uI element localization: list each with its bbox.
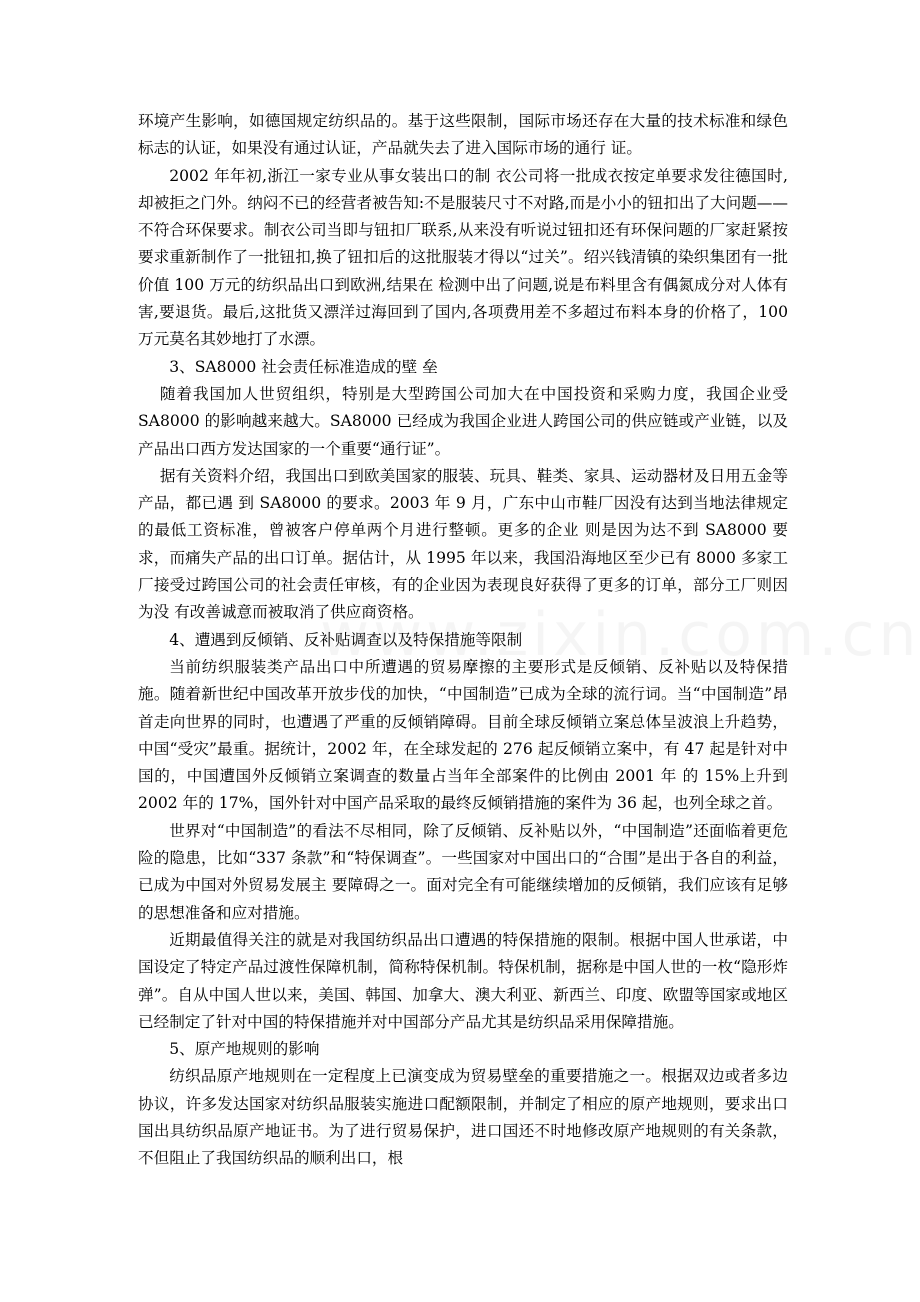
section-heading-antidumping: 4、遭遇到反倾销、反补贴调查以及特保措施等限制	[169, 630, 523, 649]
paragraph-made-in-china: 世界对“中国制造”的看法不尽相同，除了反倾销、反补贴以外，“中国制造”还面临着更危险的隐患，比如“337 条款”和“特保调查”。一些国家对中国出口的“合围”是出于各自的利益，已成为中国对外贸易发展主 要障碍之一。面对完全有可能继续增加的反倾销，我们应该有足够的思想准备和应对措施。	[138, 821, 788, 922]
paragraph-sa8000-cases: 据有关资料介绍，我国出口到欧美国家的服装、玩具、鞋类、家具、运动器材及日用五金等产品，都已遇 到 SA8000 的要求。2003 年 9 月，广东中山市鞋厂因没有达到当地法律规定的最低工资标准，曾被客户停单两个月进行整顿。更多的企业 则是因为达不到 SA8000 要求，而痛失产品的出口订单。据估计，从 1995 年以来，我国沿海地区至少已有 8000 多家工厂接受过跨国公司的社会责任审核，有的企业因为表现良好获得了更多的订单，部分工厂则因为没 有改善诚意而被取消了供应商资格。	[138, 466, 788, 622]
section-heading-sa8000: 3、SA8000 社会责任标准造成的壁 垒	[169, 357, 438, 376]
paragraph-sa8000-impact: 随着我国加人世贸组织，特别是大型跨国公司加大在中国投资和采购力度，我国企业受 SA8000 的影响越来越大。SA8000 已经成为我国企业进人跨国公司的供应链或产业链，以及产品出口西方发达国家的一个重要“通行证”。	[138, 384, 788, 458]
paragraph-special-safeguard: 近期最值得关注的就是对我国纺织品出口遭遇的特保措施的限制。根据中国人世承诺，中国设定了特定产品过渡性保障机制，简称特保机制。特保机制，据称是中国人世的一枚“隐形炸弹”。自从中国人世以来，美国、韩国、加拿大、澳大利亚、新西兰、印度、欧盟等国家或地区已经制定了针对中国的特保措施并对中国部分产品尤其是纺织品采用保障措施。	[138, 930, 788, 1031]
paragraph-antidumping-stats: 当前纺织服装类产品出口中所遭遇的贸易摩擦的主要形式是反倾销、反补贴以及特保措施。随着新世纪中国改革开放步伐的加快，“中国制造”已成为全球的流行词。当“中国制造”昂首走向世界的同时，也遭遇了严重的反倾销障碍。目前全球反倾销立案总体呈波浪上升趋势，中国“受灾”最重。据统计，2002 年，在全球发起的 276 起反倾销立案中，有 47 起是针对中国的，中国遭国外反倾销立案调查的数量占当年全部案件的比例由 2001 年 的 15%上升到 2002 年的 17%，国外针对中国产品采取的最终反倾销措施的案件为 36 起，也列全球之首。	[138, 657, 788, 813]
paragraph-rules-of-origin: 纺织品原产地规则在一定程度上已演变成为贸易壁垒的重要措施之一。根据双边或者多边协议，许多发达国家对纺织品服装实施进口配额限制，并制定了相应的原产地规则，要求出口国出具纺织品原产地证书。为了进行贸易保护，进口国还不时地修改原产地规则的有关条款，不但阻止了我国纺织品的顺利出口，根	[138, 1067, 788, 1168]
paragraph-zhejiang-case: 2002 年年初,浙江一家专业从事女装出口的制 衣公司将一批成衣按定单要求发往德国时,却被拒之门外。纳闷不已的经营者被告知:不是服装尺寸不对路,而是小小的钮扣出了大问题——不符合环保要求。制衣公司当即与钮扣厂联系,从来没有听说过钮扣还有环保问题的厂家赶紧按要求重新制作了一批钮扣,换了钮扣后的这批服装才得以“过关”。绍兴钱清镇的染织集团有一批价值 100 万元的纺织品出口到欧洲,结果在 检测中出了问题,说是布料里含有偶氮成分对人体有害,要退货。最后,这批货又漂洋过海回到了国内,各项费用差不多超过布料本身的价格了，100 万元莫名其妙地打了水漂。	[138, 166, 788, 349]
document-body	[138, 108, 788, 1173]
section-heading-rules-of-origin: 5、原产地规则的影响	[169, 1040, 320, 1059]
paragraph-intro: 环境产生影响，如德国规定纺织品的。基于这些限制，国际市场还存在大量的技术标准和绿色标志的认证，如果没有通过认证，产品就失去了进入国际市场的通行 证。	[138, 112, 788, 158]
